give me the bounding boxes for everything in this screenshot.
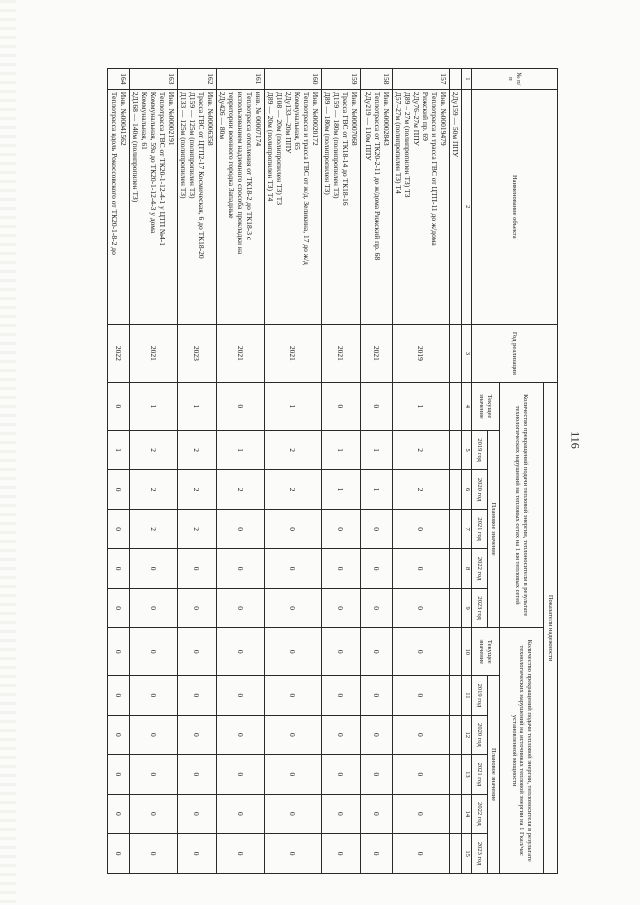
implementation-year: 2021	[361, 324, 393, 382]
indicator-value: 0	[265, 588, 322, 628]
indicator-value: 1	[393, 383, 450, 431]
column-index: 14	[462, 794, 472, 834]
column-index: 6	[462, 470, 472, 510]
row-number: 161	[217, 69, 265, 90]
indicator-value: 0	[322, 509, 361, 549]
indicator-value: 0	[322, 755, 361, 795]
indicator-value	[450, 509, 462, 549]
header-name: Наименование объекта	[472, 89, 558, 324]
object-name-line: Инв. №00002843	[382, 91, 391, 146]
indicator-value: 2	[178, 430, 217, 470]
header-year-col: 2020 год	[472, 715, 488, 755]
object-name	[178, 89, 217, 324]
indicator-value: 2	[393, 470, 450, 510]
indicator-value: 0	[217, 715, 265, 755]
object-name-line: Д89 — 180м (полипропилен ТЗ)	[323, 91, 332, 195]
indicator-value: 1	[217, 430, 265, 470]
scan-edge-noise	[0, 0, 16, 905]
table-row	[393, 69, 450, 874]
indicator-value: 2	[130, 509, 178, 549]
table-sheet	[78, 68, 558, 874]
header-current-2: Текущее значение	[472, 628, 500, 676]
indicator-value: 0	[265, 509, 322, 549]
object-name-line: Инв. №00020172	[311, 91, 320, 146]
page-number: 116	[568, 431, 583, 449]
indicator-value: 0	[265, 676, 322, 716]
table-row	[322, 69, 361, 874]
indicator-value: 0	[130, 676, 178, 716]
indicator-value: 0	[217, 383, 265, 431]
implementation-year: 2019	[393, 324, 450, 382]
header-year-col: 2022 год	[472, 794, 488, 834]
table-row	[361, 69, 393, 874]
table-row	[178, 69, 217, 874]
object-name-line: Инв. №00006358	[206, 91, 215, 146]
reliability-table	[107, 68, 558, 874]
indicator-value: 0	[130, 794, 178, 834]
object-name	[361, 89, 393, 324]
indicator-value: 1	[322, 470, 361, 510]
header-indicators: Показатели надежности	[544, 383, 558, 874]
indicator-value: 2	[265, 430, 322, 470]
table-row	[108, 69, 130, 874]
indicator-value	[450, 470, 462, 510]
indicator-value: 0	[361, 383, 393, 431]
object-name-line: Д108 — 20м (полипропилен ТЗ) Т3	[275, 91, 284, 205]
object-name-line: Инв. №00002191	[167, 91, 176, 146]
indicator-value: 0	[178, 628, 217, 676]
indicator-value: 0	[178, 676, 217, 716]
indicator-value: 0	[108, 628, 130, 676]
object-name-line: Коммунальная, 65	[293, 91, 302, 150]
indicator-value: 1	[322, 430, 361, 470]
indicator-value: 0	[322, 676, 361, 716]
indicator-value: 0	[265, 794, 322, 834]
header-planned-2: Плановое значение	[488, 676, 500, 874]
row-number: 159	[322, 69, 361, 90]
indicator-value	[450, 715, 462, 755]
indicator-value: 2	[217, 470, 265, 510]
indicator-value: 0	[361, 794, 393, 834]
column-index: 5	[462, 430, 472, 470]
header-year-col: 2019 год	[472, 430, 488, 470]
indicator-value: 0	[322, 588, 361, 628]
row-number: 164	[108, 69, 130, 90]
column-index: 1	[462, 69, 472, 90]
indicator-value	[450, 588, 462, 628]
implementation-year	[450, 324, 462, 382]
indicator-value: 0	[361, 588, 393, 628]
row-number: 162	[178, 69, 217, 90]
header-year-col: 2021 год	[472, 509, 488, 549]
column-index: 15	[462, 834, 472, 874]
indicator-value: 0	[393, 509, 450, 549]
object-name-line: территории военного городка Западные	[227, 91, 236, 219]
object-name-line: Теплотрасса от ТК20-2-11 до ж/дома Рижский пр. 68	[373, 91, 382, 261]
object-name-line: Д89 — 20м (полипропилен ТЗ) Т4	[266, 91, 275, 202]
header-year-col: 2022 год	[472, 549, 488, 589]
indicator-value: 2	[265, 470, 322, 510]
implementation-year: 2021	[265, 324, 322, 382]
indicator-value	[450, 834, 462, 874]
object-name-line: 2Ду133—20м ППУ	[284, 91, 293, 154]
object-name-line: Трасса ГВС от ТК18-14 до ТК18-16	[341, 91, 350, 206]
header-year-col: 2023 год	[472, 588, 488, 628]
indicator-value: 0	[217, 628, 265, 676]
indicator-value: 1	[108, 430, 130, 470]
indicator-value: 0	[108, 834, 130, 874]
indicator-value: 0	[178, 549, 217, 589]
header-group-sources: Количество прекращений подачи тепловой энергии, теплоносителя в результате технологических нарушений на источниках тепловой энергии на 1 Гкал/час установленной мощности	[500, 628, 544, 874]
object-name-line: 2Ду219 — 110м ППУ	[364, 91, 373, 161]
indicator-value: 0	[108, 549, 130, 589]
object-name-line: использованием надземного способа прокладки на	[236, 91, 245, 255]
indicator-value: 0	[361, 628, 393, 676]
indicator-value: 0	[108, 794, 130, 834]
indicator-value: 1	[361, 470, 393, 510]
object-name-line: Инв. №00019479	[439, 91, 448, 146]
indicator-value	[450, 430, 462, 470]
column-index: 3	[462, 324, 472, 382]
indicator-value: 0	[178, 588, 217, 628]
indicator-value: 0	[393, 715, 450, 755]
indicator-value: 0	[361, 715, 393, 755]
object-name-line: Теплотрасса отопления от ТК18-2 до ТК18-3 с	[245, 91, 254, 241]
implementation-year: 2023	[178, 324, 217, 382]
indicator-value: 0	[108, 755, 130, 795]
object-name	[108, 89, 130, 324]
header-year-col: 2020 год	[472, 470, 488, 510]
row-number: 158	[361, 69, 393, 90]
implementation-year: 2021	[130, 324, 178, 382]
column-index: 12	[462, 715, 472, 755]
indicator-value: 0	[130, 715, 178, 755]
column-index: 2	[462, 89, 472, 324]
indicator-value	[450, 794, 462, 834]
indicator-value: 0	[361, 755, 393, 795]
indicator-value: 0	[265, 834, 322, 874]
object-name-line: Теплотрасса и трасса ГВС от ЦТП-11 до ж/дома	[430, 91, 439, 246]
column-index: 9	[462, 588, 472, 628]
indicator-value: 2	[178, 509, 217, 549]
object-name-line: Теплотрасса и трасса ГВС от ж/д. Зеликина, 17 до ж/д	[302, 91, 311, 265]
indicator-value: 0	[393, 794, 450, 834]
indicator-value: 0	[217, 834, 265, 874]
indicator-value: 1	[178, 383, 217, 431]
indicator-value: 0	[178, 715, 217, 755]
indicator-value: 0	[178, 794, 217, 834]
indicator-value: 0	[217, 588, 265, 628]
object-name-line: 2Ду159 — 50м ППУ	[451, 91, 460, 158]
indicator-value: 0	[393, 755, 450, 795]
indicator-value	[450, 755, 462, 795]
object-name-line: Д57–27м (полипропилен ТЗ) Т4	[394, 91, 403, 194]
indicator-value: 2	[130, 430, 178, 470]
indicator-value: 0	[393, 628, 450, 676]
indicator-value: 0	[108, 470, 130, 510]
implementation-year: 2022	[108, 324, 130, 382]
indicator-value: 0	[322, 549, 361, 589]
object-name-line: Теплотрасса ГВС от ТК20-1-12-4-1 у ЦТП №4-1	[158, 91, 167, 247]
object-name-line: 2Д168 — 140м (полипропилен ТЗ)	[131, 91, 140, 203]
indicator-value: 0	[130, 549, 178, 589]
indicator-value: 0	[322, 834, 361, 874]
object-name-line: Д133 — 125м (полипропилен ТЗ)	[179, 91, 188, 199]
indicator-value: 0	[217, 549, 265, 589]
implementation-year: 2021	[322, 324, 361, 382]
header-year-col: 2023 год	[472, 834, 488, 874]
column-index: 11	[462, 676, 472, 716]
object-name-line: Трасса ГВС от ЦТП2-17 Космическая, 6 до ТК18-20	[197, 91, 206, 259]
indicator-value: 0	[265, 755, 322, 795]
object-name-line: Д159 — 180м (полипропилен ТЗ)	[332, 91, 341, 199]
indicator-value: 0	[217, 794, 265, 834]
indicator-value: 1	[130, 383, 178, 431]
indicator-value	[450, 628, 462, 676]
indicator-value: 0	[217, 755, 265, 795]
column-index: 13	[462, 755, 472, 795]
row-number	[450, 69, 462, 90]
header-no: № п/п	[472, 69, 558, 90]
object-name-line: Д89 – 27м (полипропилен ТЗ) ТЗ	[403, 91, 412, 198]
object-name-line: Рижский пр. 69	[421, 91, 430, 141]
header-year-col: 2021 год	[472, 755, 488, 795]
table-row	[217, 69, 265, 874]
indicator-value	[450, 383, 462, 431]
object-name-line: 2Ду426 — 80м	[218, 91, 227, 140]
indicator-value: 0	[322, 794, 361, 834]
indicator-value: 0	[178, 755, 217, 795]
indicator-value: 0	[393, 676, 450, 716]
object-name-line: Теплотрасса вдоль Рокоссовского от ТК20-1-8-2 до	[110, 91, 119, 255]
header-year: Год реализации	[472, 324, 558, 382]
indicator-value: 0	[108, 676, 130, 716]
object-name	[130, 89, 178, 324]
row-number: 160	[265, 69, 322, 90]
indicator-value: 0	[393, 588, 450, 628]
indicator-value: 2	[393, 430, 450, 470]
object-name-line: 2Ду76–27м ППУ	[412, 91, 421, 146]
object-name	[217, 89, 265, 324]
indicator-value: 0	[361, 676, 393, 716]
indicator-value: 0	[130, 628, 178, 676]
indicator-value: 0	[361, 834, 393, 874]
object-name-line: Коммунальная, 61	[140, 91, 149, 150]
indicator-value: 0	[393, 834, 450, 874]
indicator-value: 0	[108, 383, 130, 431]
indicator-value	[450, 549, 462, 589]
indicator-value: 0	[108, 509, 130, 549]
indicator-value: 2	[130, 470, 178, 510]
object-name-line: Инв. №00041562	[119, 91, 128, 146]
header-group-networks: Количество прекращений подачи тепловой энергии, теплоносителя в результате технологических нарушений на тепловых сетях на 1 км тепловых сетей	[500, 383, 544, 628]
object-name-line: Коммунальная, 59а до ТК20-1-12-4-3 у дома	[149, 91, 158, 234]
header-year-col: 2019 год	[472, 676, 488, 716]
table-row	[265, 69, 322, 874]
indicator-value: 0	[393, 549, 450, 589]
column-index: 10	[462, 628, 472, 676]
object-name-line: инв. № 00007174	[254, 91, 263, 147]
rotated-table-container	[78, 68, 558, 874]
header-planned-1: Плановое значение	[488, 430, 500, 628]
indicator-value: 0	[361, 549, 393, 589]
indicator-value: 1	[361, 430, 393, 470]
table-row	[450, 69, 462, 874]
row-number: 157	[393, 69, 450, 90]
indicator-value: 0	[322, 628, 361, 676]
implementation-year: 2021	[217, 324, 265, 382]
indicator-value: 1	[265, 383, 322, 431]
object-name-line: Инв. №00007068	[350, 91, 359, 146]
indicator-value: 0	[322, 383, 361, 431]
indicator-value: 0	[178, 834, 217, 874]
indicator-value: 0	[265, 628, 322, 676]
indicator-value	[450, 676, 462, 716]
object-name	[393, 89, 450, 324]
column-index: 8	[462, 549, 472, 589]
column-index: 4	[462, 383, 472, 431]
header-current-1: Текущее значение	[472, 383, 500, 431]
indicator-value: 0	[130, 588, 178, 628]
row-number: 163	[130, 69, 178, 90]
object-name-line: Д159 — 125м (полипропилен ТЗ)	[188, 91, 197, 199]
indicator-value: 0	[322, 715, 361, 755]
indicator-value: 0	[217, 676, 265, 716]
indicator-value: 0	[130, 834, 178, 874]
indicator-value: 2	[178, 470, 217, 510]
table-row	[130, 69, 178, 874]
indicator-value: 0	[108, 588, 130, 628]
object-name	[322, 89, 361, 324]
indicator-value: 0	[217, 509, 265, 549]
indicator-value: 0	[108, 715, 130, 755]
object-name	[450, 89, 462, 324]
object-name	[265, 89, 322, 324]
indicator-value: 0	[265, 549, 322, 589]
column-index: 7	[462, 509, 472, 549]
column-index-row	[462, 69, 472, 874]
indicator-value: 0	[361, 509, 393, 549]
indicator-value: 0	[265, 715, 322, 755]
indicator-value: 0	[130, 755, 178, 795]
